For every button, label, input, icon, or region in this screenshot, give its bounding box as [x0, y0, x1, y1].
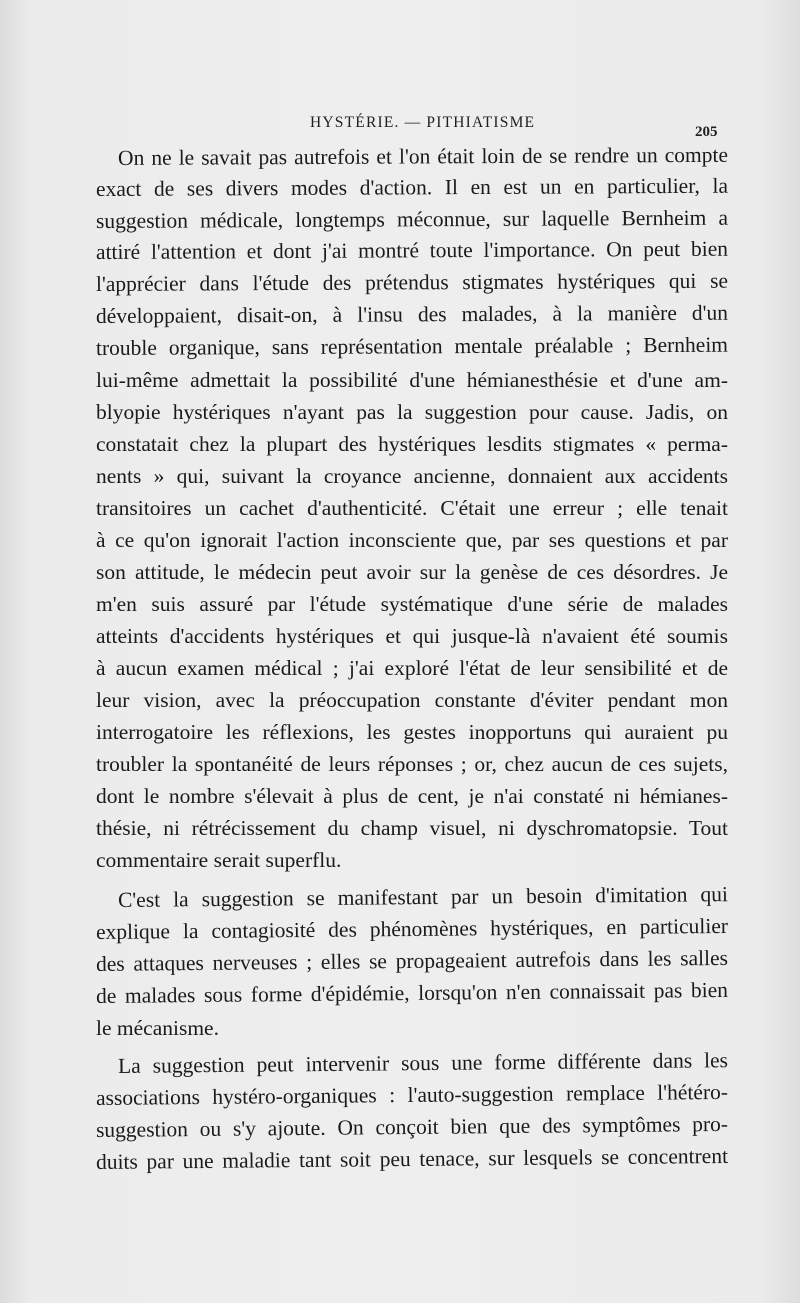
- text-line: C'est la suggestion se manifestant par un besoin d'imitation qui: [117, 882, 729, 912]
- text-line: suggestion ou s'y ajoute. On conçoit bien que des symptômes pro-: [95, 1111, 729, 1142]
- text-line: son attitude, le médecin peut avoir sur la genèse de ces désordres. Je: [96, 560, 728, 584]
- text-line: duits par une maladie tant soit peu tenace, sur lesquels se concentrent: [95, 1143, 729, 1174]
- page-number: 205: [695, 124, 718, 140]
- text-line: à ce qu'on ignorait l'action inconsciente que, par ses questions et par: [96, 528, 728, 552]
- text-line: interrogatoire les réflexions, les gestes inopportuns qui auraient pu: [96, 720, 728, 744]
- text-line: associations hystéro-organiques : l'auto-suggestion remplace l'hétéro-: [95, 1079, 729, 1110]
- text-line: La suggestion peut intervenir sous une forme différente dans les: [117, 1048, 729, 1078]
- text-line: blyopie hystériques n'ayant pas la suggestion pour cause. Jadis, on: [96, 400, 728, 424]
- text-line: le mécanisme.: [96, 1016, 219, 1040]
- text-line: atteints d'accidents hystériques et qui jusque-là n'avaient été soumis: [96, 624, 728, 648]
- text-line: dont le nombre s'élevait à plus de cent, je n'ai constaté ni hémianes-: [96, 784, 728, 808]
- text-line: attiré l'attention et dont j'ai montré toute l'importance. On peut bien: [95, 236, 729, 264]
- text-line: suggestion médicale, longtemps méconnue, sur laquelle Bernheim a: [95, 205, 729, 233]
- text-line: m'en suis assuré par l'étude systématique d'une série de malades: [96, 592, 728, 616]
- text-line: à aucun examen médical ; j'ai exploré l'état de leur sensibilité et de: [96, 656, 728, 680]
- text-line: exact de ses divers modes d'action. Il en est un en particulier, la: [95, 173, 729, 201]
- text-line: trouble organique, sans représentation mentale préalable ; Bernheim: [95, 332, 729, 360]
- text-line: explique la contagiosité des phénomènes hystériques, en particulier: [95, 913, 729, 944]
- text-line: l'apprécier dans l'étude des prétendus stigmates hystériques qui se: [95, 268, 729, 296]
- text-line: lui-même admettait la possibilité d'une hémianesthésie et d'une am-: [96, 368, 728, 392]
- text-line: leur vision, avec la préoccupation constante d'éviter pendant mon: [96, 688, 728, 712]
- text-line: développaient, disait-on, à l'insu des malades, à la manière d'un: [95, 300, 729, 328]
- text-line: nents » qui, suivant la croyance ancienne, donnaient aux accidents: [96, 464, 728, 488]
- text-line: de malades sous forme d'épidémie, lorsqu'on n'en connaissait pas bien: [95, 977, 729, 1008]
- text-line: constatait chez la plupart des hystériques lesdits stigmates « perma-: [96, 432, 728, 456]
- text-line: des attaques nerveuses ; elles se propageaient autrefois dans les salles: [95, 945, 729, 976]
- text-line: commentaire serait superflu.: [96, 848, 342, 872]
- text-line: thésie, ni rétrécissement du champ visuel, ni dyschromatopsie. Tout: [96, 816, 728, 840]
- text-line: transitoires un cachet d'authenticité. C'était une erreur ; elle tenait: [96, 496, 728, 520]
- text-line: On ne le savait pas autrefois et l'on était loin de se rendre un compte: [117, 142, 729, 170]
- text-line: troubler la spontanéité de leurs réponses ; or, chez aucun de ces sujets,: [96, 752, 728, 776]
- header-title: HYSTÉRIE. — PITHIATISME: [310, 114, 536, 131]
